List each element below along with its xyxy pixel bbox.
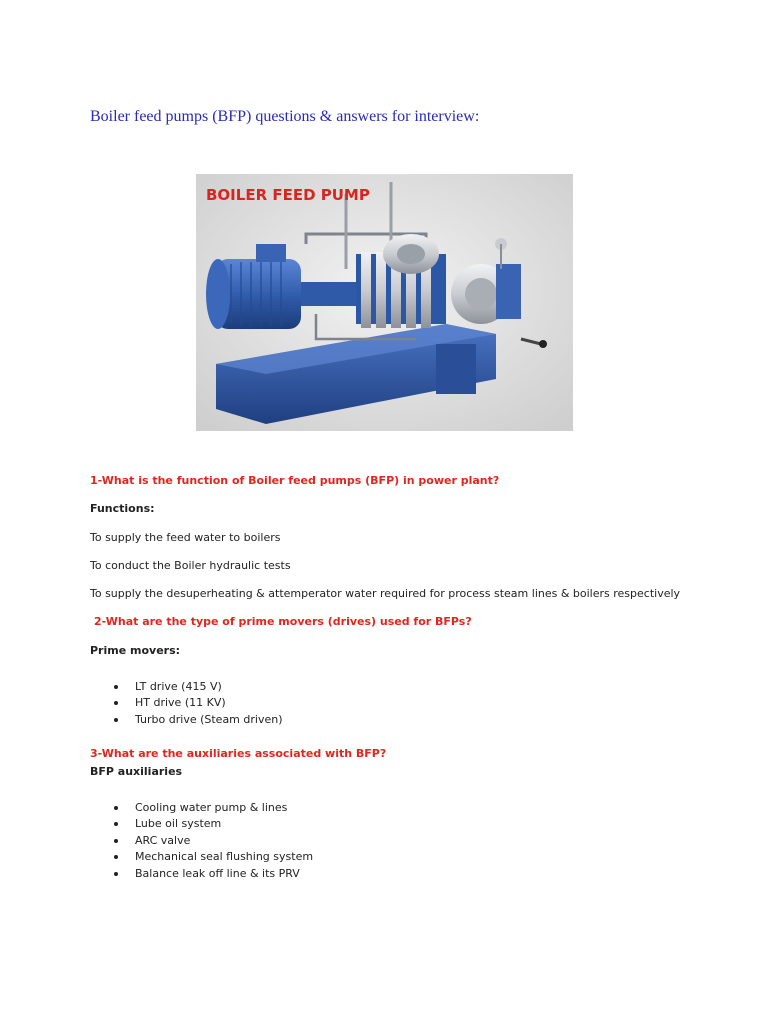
prime-movers-label: Prime movers: [90, 644, 181, 657]
list-item: Turbo drive (Steam driven) [90, 712, 283, 728]
functions-label: Functions: [90, 502, 155, 515]
function-item-3: To supply the desuperheating & attemperator water required for process steam lines & boilers respectively [90, 587, 681, 600]
question-1: 1-What is the function of Boiler feed pumps (BFP) in power plant? [90, 474, 500, 487]
motor-end-cap [206, 259, 230, 329]
figure-caption: BOILER FEED PUMP [206, 186, 370, 204]
question-2: 2-What are the type of prime movers (drives) used for BFPs? [94, 615, 472, 628]
auxiliaries-list [90, 800, 313, 882]
list-item: Lube oil system [90, 816, 313, 832]
bullet [114, 701, 118, 705]
bearing-housing [496, 264, 521, 319]
coupling-guard [301, 282, 356, 306]
list-item: HT drive (11 KV) [90, 695, 283, 711]
bullet [114, 685, 118, 689]
function-item-2: To conduct the Boiler hydraulic tests [90, 559, 291, 572]
list-item: ARC valve [90, 833, 313, 849]
pump-support-leg [436, 344, 476, 394]
bfp-auxiliaries-label: BFP auxiliaries [90, 765, 183, 778]
bullet [114, 872, 118, 876]
bullet [114, 806, 118, 810]
bullet [114, 718, 118, 722]
bullet [114, 855, 118, 859]
list-item: Cooling water pump & lines [90, 800, 313, 816]
motor-terminal-box [256, 244, 286, 262]
bullet [114, 822, 118, 826]
list-item: LT drive (415 V) [90, 679, 283, 695]
list-item: Balance leak off line & its PRV [90, 866, 313, 882]
page-title: Boiler feed pumps (BFP) questions & answers for interview: [90, 108, 480, 125]
question-3: 3-What are the auxiliaries associated with BFP? [90, 747, 387, 760]
pump-illustration [196, 174, 573, 431]
list-item: Mechanical seal flushing system [90, 849, 313, 865]
bullet [114, 839, 118, 843]
boiler-feed-pump-image [196, 174, 573, 431]
function-item-1: To supply the feed water to boilers [90, 531, 281, 544]
prime-movers-list [90, 679, 283, 728]
